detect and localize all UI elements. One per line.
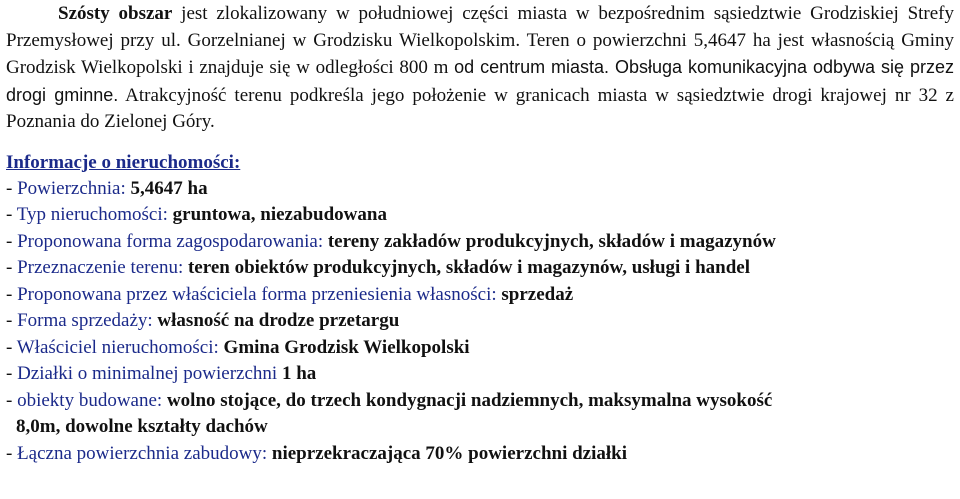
document-page	[6, 0, 954, 467]
list-item: - Powierzchnia: 5,4647 ha	[6, 177, 208, 199]
section-heading: Informacje o nieruchomości:	[6, 151, 241, 173]
intro-text-3: Atrakcyjność terenu podkreśla jego położenie w granicach miasta w sąsiedztwie drogi krajowej nr 32 z Poznania do Zielonej Góry.	[6, 84, 954, 132]
list-item: - Działki o minimalnej powierzchni 1 ha	[6, 363, 317, 384]
list-item: - Łączna powierzchnia zabudowy: nieprzekraczająca 70% powierzchni działki	[6, 442, 628, 464]
property-info-list	[6, 176, 954, 468]
list-item: - Proponowana forma zagospodarowania: tereny zakładów produkcyjnych, składów i magazynów	[6, 230, 776, 252]
intro-text-1: jest zlokalizowany w południowej części miasta w bezpośrednim sąsiedztwie Grodziskiej Strefy Przemysłowej przy ul. Gorzelnianej w Grodzisku Wielkopolskim. Teren o powierzchni 5,4647 ha jest własnością Gminy Grodzisk Wielkopolski i znajduje się w odległości 800 m	[6, 3, 954, 78]
list-item: - obiekty budowane: wolno stojące, do trzech kondygnacji nadziemnych, maksymalna wysokość 8,0m, dowolne kształty dachów	[6, 389, 773, 437]
list-item: - Właściciel nieruchomości: Gmina Grodzisk Wielkopolski	[6, 336, 470, 358]
intro-paragraph	[6, 0, 954, 136]
list-item: - Przeznaczenie terenu: teren obiektów produkcyjnych, składów i magazynów, usługi i handel	[6, 257, 750, 278]
list-item: - Forma sprzedaży: własność na drodze przetargu	[6, 310, 400, 331]
list-item: - Proponowana przez właściciela forma przeniesienia własności: sprzedaż	[6, 283, 574, 305]
intro-lead: Szósty obszar	[58, 3, 173, 24]
list-item: - Typ nieruchomości: gruntowa, niezabudowana	[6, 204, 387, 225]
intro-text-2: od centrum miasta. Obsługa komunikacyjna odbywa się przez drogi gminne.	[6, 57, 954, 105]
